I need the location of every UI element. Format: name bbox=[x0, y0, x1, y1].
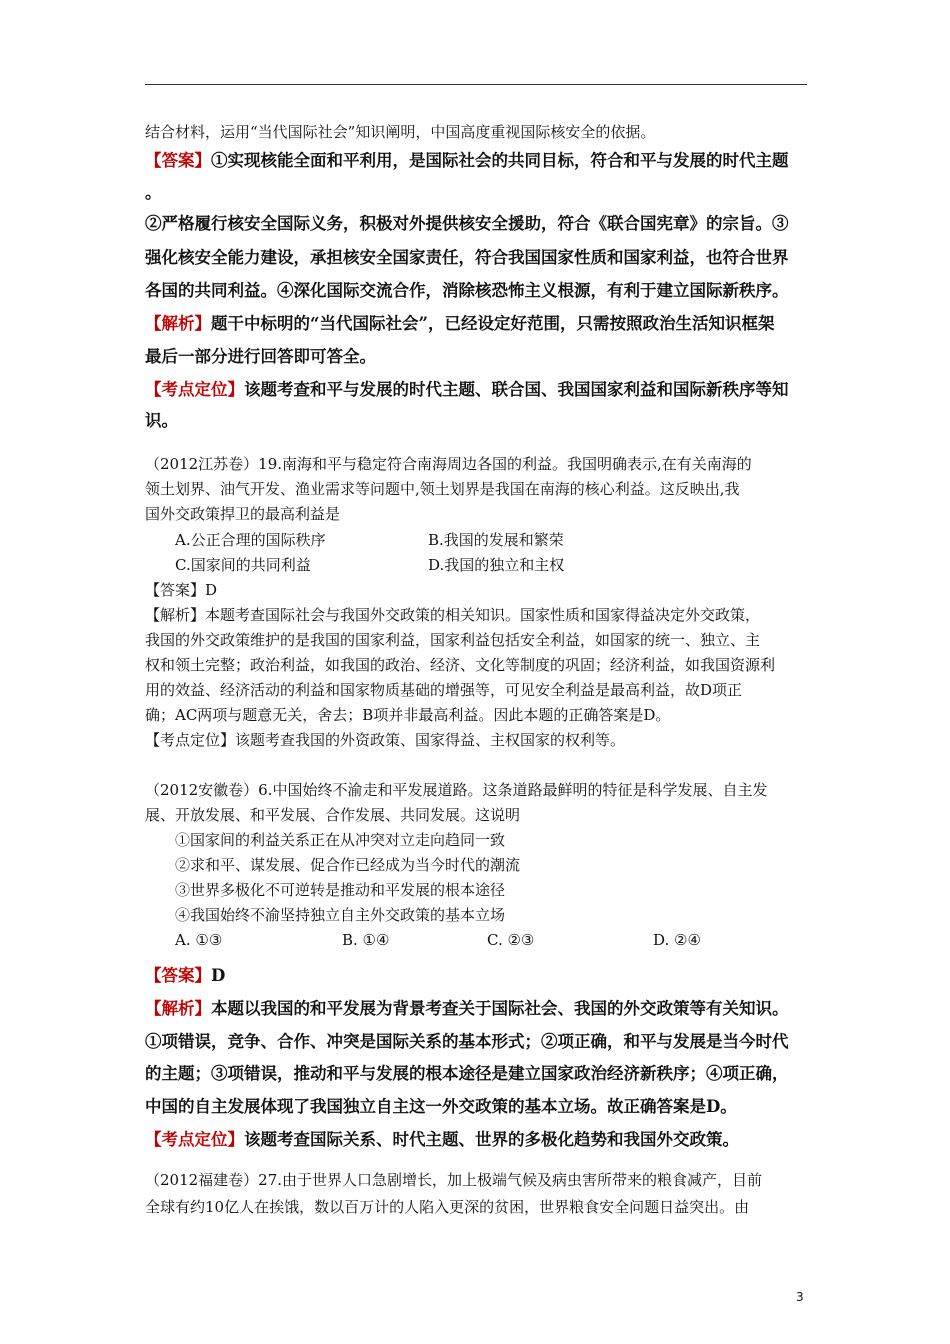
analysis-tag: 【解析】 bbox=[145, 999, 211, 1018]
q2-analysis-line: 权和领土完整；政治利益，如我国的政治、经济、文化等制度的巩固；经济利益，如我国资源利 bbox=[145, 656, 776, 674]
q2-stem-line: 领土划界、油气开发、渔业需求等问题中,领土划界是我国在南海的核心利益。这反映出,我 bbox=[145, 480, 740, 498]
q1-answer-line: 各国的共同利益。④深化国际交流合作，消除核恐怖主义根源，有利于建立国际新秩序。 bbox=[145, 281, 789, 300]
q2-stem-line: （2012江苏卷）19.南海和平与稳定符合南海周边各国的利益。我国明确表示,在有关南海的 bbox=[145, 455, 752, 473]
q1-answer-line: 。 bbox=[145, 183, 162, 202]
q3-analysis-line: ①项错误，竞争、合作、冲突是国际关系的基本形式；②项正确，和平与发展是当今时代 bbox=[145, 1032, 789, 1051]
q1-kaodian-line: 【考点定位】该题考查和平与发展的时代主题、联合国、我国国家利益和国际新秩序等知 bbox=[145, 380, 789, 399]
q2-analysis-line: 【解析】本题考查国际社会与我国外交政策的相关知识。国家性质和国家得益决定外交政策， bbox=[145, 606, 761, 624]
q1-analysis-line: 最后一部分进行回答即可答全。 bbox=[145, 347, 376, 366]
page-number: 3 bbox=[796, 1290, 804, 1304]
q1-kaodian-line: 识。 bbox=[145, 411, 178, 430]
q3-analysis-line: 【解析】本题以我国的和平发展为背景考查关于国际社会、我国的外交政策等有关知识。 bbox=[145, 999, 789, 1018]
q1-answer-line: 强化核安全能力建设，承担核安全国家责任，符合我国国家性质和国家利益，也符合世界 bbox=[145, 248, 789, 267]
q2-analysis-line: 我国的外交政策维护的是我国的国家利益，国家利益包括安全利益，如国家的统一、独立、主 bbox=[145, 631, 761, 649]
answer-tag: 【答案】 bbox=[145, 966, 211, 985]
kaodian-tag: 【考点定位】 bbox=[145, 380, 244, 399]
q2-analysis-line: 用的效益、经济活动的利益和国家物质基础的增强等，可见安全利益是最高利益，故D项正 bbox=[145, 681, 743, 699]
q2-answer: 【答案】D bbox=[145, 581, 218, 599]
q2-analysis-line: 确；AC两项与题意无关，舍去；B项并非最高利益。因此本题的正确答案是D。 bbox=[145, 706, 671, 724]
q1-answer-line: ②严格履行核安全国际义务，积极对外提供核安全援助，符合《联合国宪章》的宗旨。③ bbox=[145, 214, 789, 233]
q2-stem-line: 国外交政策捍卫的最高利益是 bbox=[145, 505, 341, 523]
q4-stem-line: 全球有约10亿人在挨饿，数以百万计的人陷入更深的贫困，世界粮食安全问题日益突出。由 bbox=[145, 1198, 750, 1216]
kaodian-tag: 【考点定位】 bbox=[145, 1130, 244, 1149]
q3-item: ②求和平、谋发展、促合作已经成为当今时代的潮流 bbox=[175, 856, 521, 874]
q4-stem-line: （2012福建卷）27.由于世界人口急剧增长，加上极端气候及病虫害所带来的粮食减产，目前 bbox=[145, 1171, 763, 1189]
q2-option-a: A.公正合理的国际秩序 bbox=[175, 531, 326, 549]
q3-item: ①国家间的利益关系正在从冲突对立走向趋同一致 bbox=[175, 831, 506, 849]
q3-option-d: D. ②④ bbox=[653, 931, 701, 949]
q3-kaodian-line: 【考点定位】该题考查国际关系、时代主题、世界的多极化趋势和我国外交政策。 bbox=[145, 1130, 739, 1149]
q2-option-d: D.我国的独立和主权 bbox=[428, 556, 565, 574]
q3-option-c: C. ②③ bbox=[487, 931, 535, 949]
q3-stem-line: 展、开放发展、和平发展、合作发展、共同发展。这说明 bbox=[145, 806, 521, 824]
q3-analysis-line: 的主题；③项错误，推动和平与发展的根本途径是建立国家政治经济新秩序；④项正确， bbox=[145, 1064, 789, 1083]
q3-analysis-line: 中国的自主发展体现了我国独立自主这一外交政策的基本立场。故正确答案是D。 bbox=[145, 1097, 737, 1116]
q3-option-b: B. ①④ bbox=[342, 931, 390, 949]
q2-option-b: B.我国的发展和繁荣 bbox=[428, 531, 564, 549]
q1-intro: 结合材料，运用“当代国际社会”知识阐明，中国高度重视国际核安全的依据。 bbox=[145, 123, 656, 141]
q2-option-c: C.国家间的共同利益 bbox=[175, 556, 311, 574]
q3-item: ④我国始终不渝坚持独立自主外交政策的基本立场 bbox=[175, 906, 506, 924]
answer-tag: 【答案】 bbox=[145, 151, 211, 170]
q3-item: ③世界多极化不可逆转是推动和平发展的根本途径 bbox=[175, 881, 506, 899]
header-rule bbox=[145, 84, 807, 85]
q1-analysis-line: 【解析】题干中标明的“当代国际社会”，已经设定好范围，只需按照政治生活知识框架 bbox=[145, 314, 775, 333]
q3-answer-line: 【答案】D bbox=[145, 966, 226, 985]
q3-stem-line: （2012安徽卷）6.中国始终不渝走和平发展道路。这条道路最鲜明的特征是科学发展、自主发 bbox=[145, 781, 768, 799]
q3-option-a: A. ①③ bbox=[175, 931, 223, 949]
q1-answer-line: 【答案】①实现核能全面和平利用，是国际社会的共同目标，符合和平与发展的时代主题 bbox=[145, 151, 789, 170]
q2-kaodian: 【考点定位】该题考查我国的外资政策、国家得益、主权国家的权利等。 bbox=[145, 731, 626, 749]
analysis-tag: 【解析】 bbox=[145, 314, 211, 333]
